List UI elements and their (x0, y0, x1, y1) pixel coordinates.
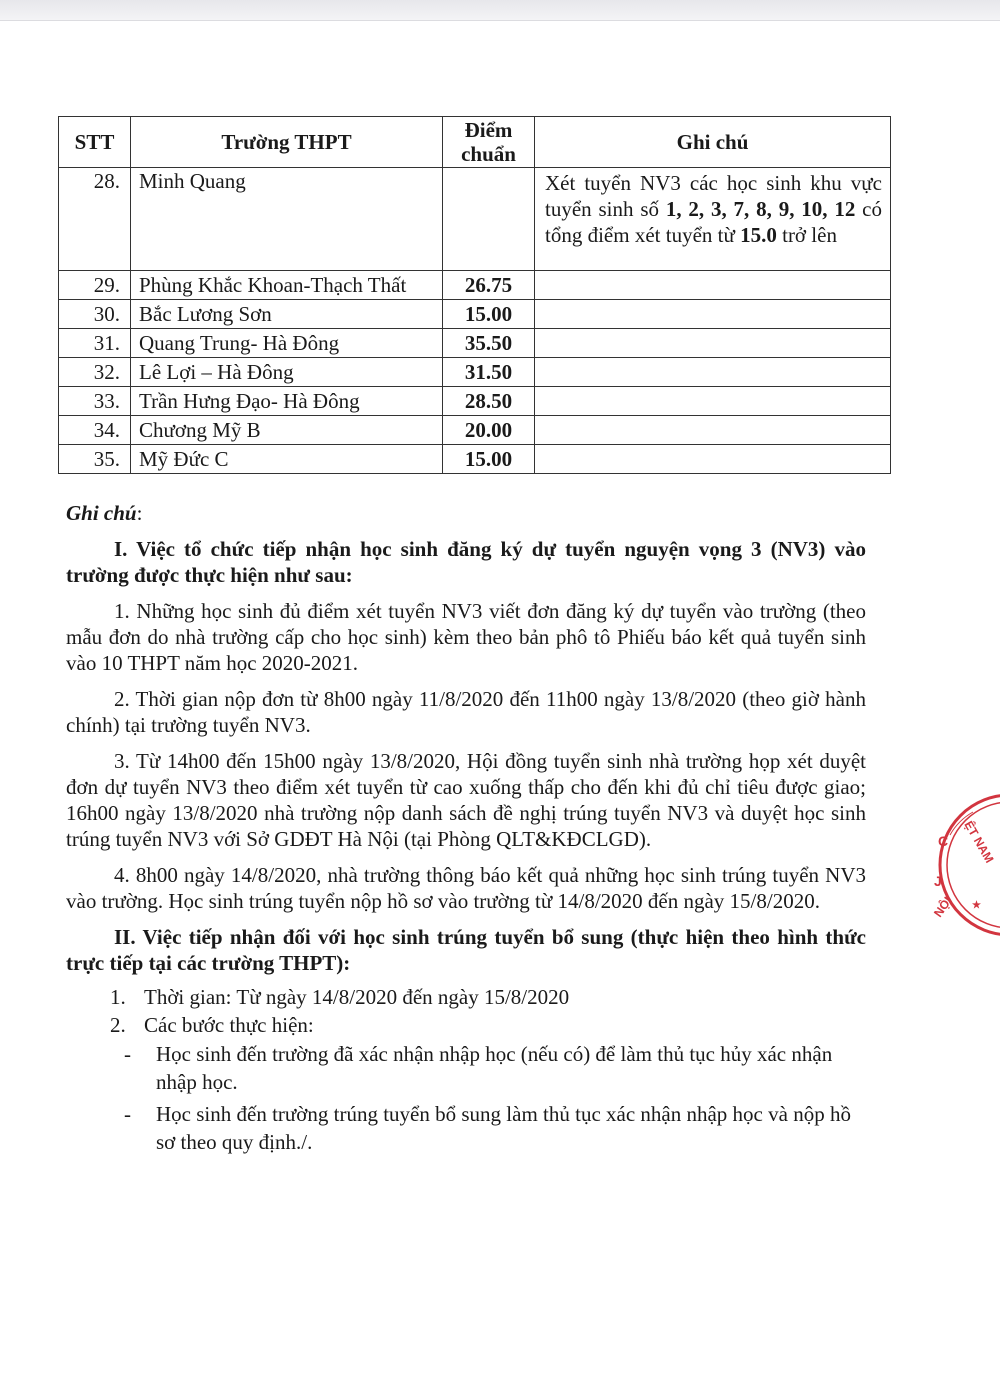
row-school: Bắc Lương Sơn (131, 300, 443, 329)
row-score: 35.50 (443, 329, 535, 358)
row-stt: 34. (59, 416, 131, 445)
table-row (59, 445, 891, 474)
header-school: Trường THPT (131, 117, 443, 168)
red-stamp-seal (928, 790, 1000, 940)
row-school: Chương Mỹ B (131, 416, 443, 445)
row-score: 20.00 (443, 416, 535, 445)
paragraph-1: 1. Những học sinh đủ điểm xét tuyển NV3 viết đơn đăng ký dự tuyển vào trường (theo mẫu đơn do nhà trường cấp cho học sinh) kèm theo bản phô tô Phiếu báo kết quả tuyển sinh vào 10 THPT năm học 2020-2021. (66, 599, 866, 675)
row-score: 28.50 (443, 387, 535, 416)
row-school: Quang Trung- Hà Đông (131, 329, 443, 358)
header-note: Ghi chú (535, 117, 891, 168)
section-1-heading: I. Việc tổ chức tiếp nhận học sinh đăng ký dự tuyển nguyện vọng 3 (NV3) vào trường được thực hiện như sau: (66, 537, 866, 587)
notes-section (66, 500, 866, 1156)
section-2-heading: II. Việc tiếp nhận đối với học sinh trúng tuyển bổ sung (thực hiện theo hình thức trực tiếp tại các trường THPT): (66, 925, 866, 975)
table-row (59, 358, 891, 387)
header-stt: STT (59, 117, 131, 168)
dash-item: - Học sinh đến trường trúng tuyển bổ sung làm thủ tục xác nhận nhập học và nộp hồ sơ theo quy định./. (124, 1102, 851, 1154)
table-header-row (59, 117, 891, 168)
table-row (59, 300, 891, 329)
stamp-text-bottom: NỘI (930, 894, 955, 920)
row-school: Trần Hưng Đạo- Hà Đông (131, 387, 443, 416)
svg-text:C: C (938, 833, 949, 849)
row-score: 26.75 (443, 271, 535, 300)
admission-score-table (58, 116, 891, 474)
row-note: Xét tuyển NV3 các học sinh khu vực tuyển sinh số 1, 2, 3, 7, 8, 9, 10, 12 có tổng điểm xét tuyển từ 15.0 trở lên (535, 168, 891, 271)
row-stt: 30. (59, 300, 131, 329)
document-page (0, 20, 1000, 1378)
list-item: 1. Thời gian: Từ ngày 14/8/2020 đến ngày 15/8/2020 (110, 985, 570, 1009)
row-stt: 33. (59, 387, 131, 416)
table-row (59, 271, 891, 300)
svg-text:★: ★ (972, 900, 981, 911)
paragraph-4: 4. 8h00 ngày 14/8/2020, nhà trường thông báo kết quả những học sinh trúng tuyển NV3 vào trường. Học sinh trúng tuyển nộp hồ sơ vào trường từ 14/8/2020 đến ngày 15/8/2020. (66, 863, 866, 913)
row-school: Mỹ Đức C (131, 445, 443, 474)
row-score: 15.00 (443, 300, 535, 329)
row-school: Lê Lợi – Hà Đông (131, 358, 443, 387)
row-score: 15.00 (443, 445, 535, 474)
stamp-text-top: ỆT NAM (961, 818, 997, 866)
row-stt: 29. (59, 271, 131, 300)
row-stt: 32. (59, 358, 131, 387)
row-school: Phùng Khắc Khoan-Thạch Thất (131, 271, 443, 300)
row-stt: 28. (59, 168, 131, 271)
row-stt: 31. (59, 329, 131, 358)
row-score: 31.50 (443, 358, 535, 387)
notes-heading: Ghi chú: (66, 501, 143, 525)
table-row (59, 168, 891, 271)
row-note (535, 329, 891, 358)
table-row (59, 329, 891, 358)
top-status-bar (0, 0, 1000, 21)
paragraph-3: 3. Từ 14h00 đến 15h00 ngày 13/8/2020, Hội đồng tuyển sinh nhà trường họp xét duyệt đơn dự tuyển NV3 theo điểm xét tuyển từ cao xuống thấp cho đến khi đủ chỉ tiêu được giao; 16h00 ngày 13/8/2020 nhà trường nộp danh sách đề nghị trúng tuyển NV3 và duyệt học sinh trúng tuyển NV3 với Sở GDĐT Hà Nội (tại Phòng QLT&KĐCLGD). (66, 749, 866, 851)
table-row (59, 387, 891, 416)
row-note (535, 358, 891, 387)
row-note (535, 445, 891, 474)
list-item: 2. Các bước thực hiện: (110, 1013, 314, 1037)
row-note (535, 300, 891, 329)
header-score: Điểm chuẩn (443, 117, 535, 168)
row-score (443, 168, 535, 271)
paragraph-2: 2. Thời gian nộp đơn từ 8h00 ngày 11/8/2020 đến 11h00 ngày 13/8/2020 (theo giờ hành chính) tại trường tuyển NV3. (66, 687, 866, 737)
row-school: Minh Quang (131, 168, 443, 271)
row-note (535, 387, 891, 416)
table-row (59, 416, 891, 445)
row-note (535, 271, 891, 300)
row-stt: 35. (59, 445, 131, 474)
dash-item: - Học sinh đến trường đã xác nhận nhập học (nếu có) để làm thủ tục hủy xác nhận nhập học. (124, 1042, 833, 1094)
row-note (535, 416, 891, 445)
svg-text:J: J (934, 873, 942, 889)
